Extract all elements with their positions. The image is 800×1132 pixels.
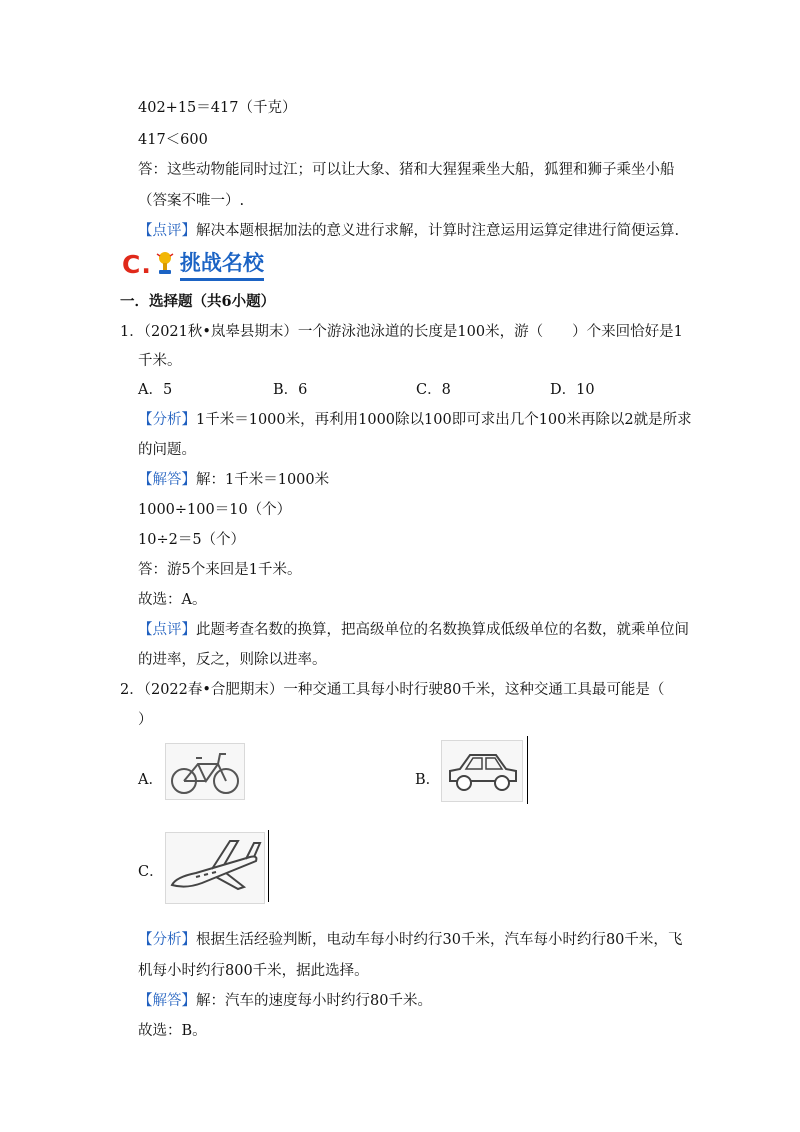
- part-heading: 一．选择题（共6小题）: [120, 293, 276, 310]
- analysis-line: [138, 930, 682, 950]
- car-icon: [442, 741, 522, 801]
- airplane-icon: [166, 833, 264, 903]
- option-a: A．5: [138, 382, 173, 398]
- comparison-line: 417＜600: [138, 132, 208, 148]
- car-image: [441, 740, 523, 802]
- solution-tag: 【解答】: [138, 993, 196, 1009]
- answer-line: （答案不唯一）.: [138, 193, 245, 209]
- bicycle-image: [165, 743, 245, 800]
- answer-line: 答：这些动物能同时过江；可以让大象、猪和大猩猩乘坐大船，狐狸和狮子乘坐小船: [138, 162, 675, 178]
- solution-line: 10÷2＝5（个）: [138, 532, 246, 548]
- solution-line: [138, 470, 329, 490]
- option-b-label: B．: [415, 772, 441, 788]
- question-2-text: 2．（2022春•合肥期末）一种交通工具每小时行驶80千米，这种交通工具最可能是（: [120, 682, 665, 698]
- choice-line: 故选：A。: [138, 592, 207, 608]
- solution-text: 解：1千米＝1000米: [196, 472, 330, 488]
- divider-line: [527, 736, 528, 804]
- section-title: 挑战名校: [180, 247, 264, 281]
- question-1-text: 1．（2021秋•岚皋县期末）一个游泳池泳道的长度是100米，游（ ）个来回恰好是1: [120, 324, 683, 340]
- option-b: B．6: [273, 382, 308, 398]
- analysis-line: 机每小时约行800千米，据此选择。: [138, 963, 369, 979]
- analysis-line: 的问题。: [138, 442, 196, 458]
- section-letter: C.: [122, 249, 152, 279]
- solution-tag: 【解答】: [138, 472, 196, 488]
- trophy-icon: [154, 251, 176, 277]
- choice-line: 故选：B。: [138, 1023, 207, 1039]
- comment-tag: 【点评】: [138, 622, 196, 638]
- comment-text: 此题考查名数的换算，把高级单位的名数换算成低级单位的名数，就乘单位间: [196, 622, 689, 638]
- analysis-text: 1千米＝1000米，再利用1000除以100即可求出几个100米再除以2就是所求: [196, 412, 692, 428]
- solution-text: 解：汽车的速度每小时约行80千米。: [196, 993, 432, 1009]
- option-c-label: C．: [138, 864, 164, 880]
- comment-tag: 【点评】: [138, 223, 196, 239]
- divider-line: [268, 830, 269, 902]
- airplane-image: [165, 832, 265, 904]
- analysis-line: [138, 410, 692, 430]
- comment-line: [138, 620, 689, 640]
- solution-line: 答：游5个来回是1千米。: [138, 562, 302, 578]
- equation-line: 402+15＝417（千克）: [138, 100, 297, 116]
- comment-text: 解决本题根据加法的意义进行求解，计算时注意运用运算定律进行简便运算.: [196, 223, 680, 239]
- option-d: D．10: [550, 382, 595, 398]
- section-header: [122, 247, 264, 281]
- solution-line: 1000÷100＝10（个）: [138, 502, 292, 518]
- comment-line: [138, 221, 679, 241]
- solution-line: [138, 991, 432, 1011]
- analysis-text: 根据生活经验判断，电动车每小时约行30千米，汽车每小时约行80千米，飞: [196, 932, 683, 948]
- option-a-label: A．: [138, 772, 163, 788]
- bicycle-icon: [166, 744, 244, 799]
- comment-line: 的进率，反之，则除以进率。: [138, 652, 327, 668]
- question-2-text: ）: [138, 712, 153, 728]
- question-1-options: [138, 380, 658, 400]
- analysis-tag: 【分析】: [138, 412, 196, 428]
- question-1-text: 千米。: [138, 353, 182, 369]
- option-c: C．8: [416, 382, 451, 398]
- analysis-tag: 【分析】: [138, 932, 196, 948]
